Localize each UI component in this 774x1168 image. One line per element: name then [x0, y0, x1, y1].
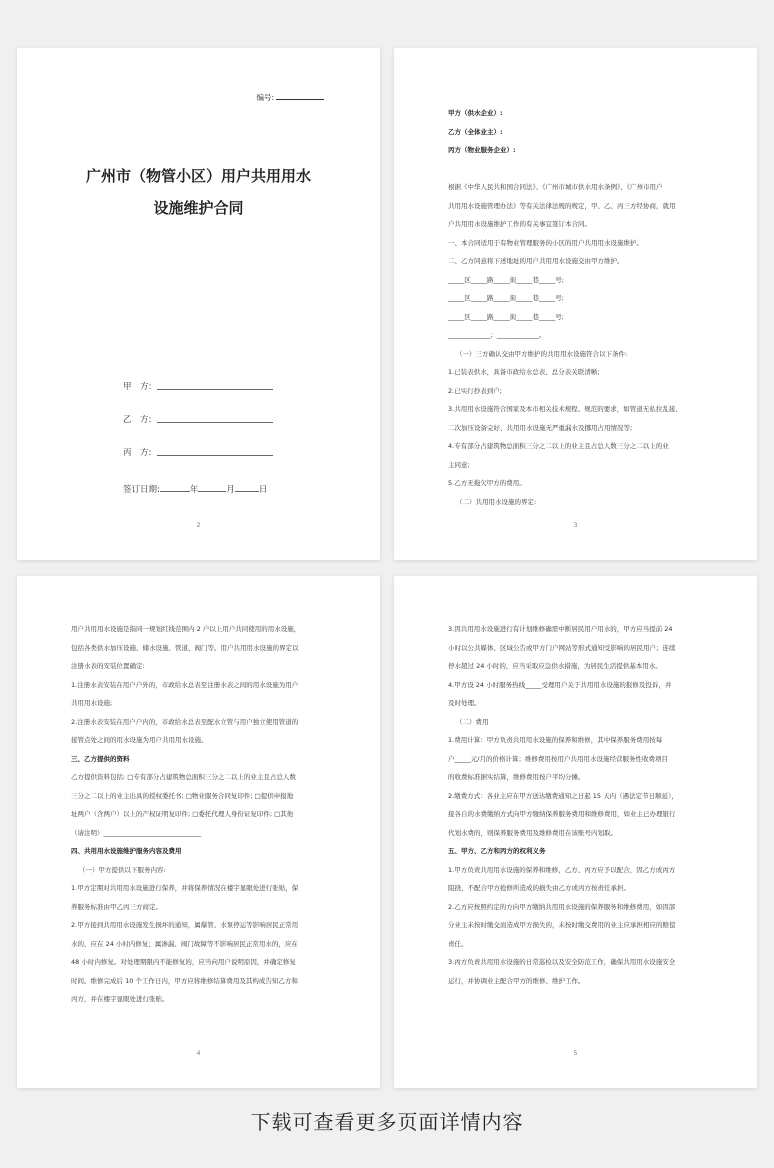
page-number: 3	[573, 522, 578, 529]
page-number: 5	[573, 1050, 578, 1057]
title-line-1: 广州市（物管小区）用户共用用水	[85, 167, 311, 185]
text-line: 2.注册水表安装在用户户内的，市政给水总表至配水立管与用户独立使用管道的	[71, 717, 299, 726]
section-heading: 四、共用用水设施维护服务内容及费用	[71, 847, 182, 855]
text-line: 2.缴费方式：各业主应在甲方送达缴费通知之日起 15 天内（遇法定节日顺延），	[448, 791, 678, 800]
text-line: 一、本合同适用于有物业管理服务的小区的用户共用用水设施维护。	[448, 238, 643, 247]
text-line: 接管点处之间的用水设施为用户共用用水设施。	[71, 736, 208, 744]
document-title	[17, 160, 380, 224]
page-body	[448, 104, 706, 511]
text-line: 用户共用用水设施是指同一规划红线范围内 2 户以上用户共同使用的用水设施，	[71, 625, 301, 633]
text-line: （二）共用用水设施的界定:	[456, 497, 537, 506]
text-line: 注册水表的安装位置确定:	[71, 662, 145, 670]
text-line: 时间。维修完成后 10 个工作日内，甲方应将维修结算费用及其构成告知乙方和	[71, 976, 298, 985]
text-line: 4.专有部分占建筑物总面积三分之二以上的业主且占总人数三分之二以上的业	[448, 442, 669, 450]
section-heading: 丙方（物业服务企业）:	[448, 146, 516, 154]
text-line: 的收费标准据实结算，维修费用按户平均分摊。	[448, 773, 585, 781]
page-number: 4	[196, 1050, 201, 1057]
contract-number-line	[276, 93, 324, 100]
section-heading: 三、乙方提供的资料	[71, 754, 130, 763]
document-page-2	[394, 48, 757, 560]
text-line: 丙方，并在楼宇显眼处进行张贴。	[71, 995, 169, 1003]
section-heading: 乙方（全体业主）:	[448, 127, 503, 136]
party-c-field: 丙 方:	[123, 446, 273, 479]
text-line: 2.甲方接到共用用水设施发生损坏的通知，属爆管、水泵停运等影响居民正常用	[71, 921, 299, 929]
page-body	[448, 620, 706, 990]
text-line: 1.注册水表安装在用户户外的，市政给水总表至注册水表之间的用水设施为用户	[71, 680, 299, 689]
contract-number-label: 编号:	[256, 93, 274, 102]
text-line: 2.已实行抄表到户;	[448, 386, 502, 395]
text-line: （二）费用	[456, 717, 489, 726]
text-line: 水的，应在 24 小时内修复；属渗漏、阀门故障等不影响居民正常用水的，应在	[71, 939, 298, 948]
text-line: 小时以公共媒体、区域公告或甲方门户网站等形式通知受影响的居民用户；连续	[448, 643, 676, 652]
text-line: 二次加压设备完好、共用用水设施无严重漏水及挪用占用情况等;	[448, 423, 633, 432]
text-line: （一）三方确认交由甲方维护的共用用水设施符合以下条件:	[456, 349, 628, 358]
text-line: 5.乙方无拖欠甲方的费用。	[448, 479, 526, 487]
text-line: （请注明）______________________________	[71, 828, 201, 837]
section-heading: 甲方（供水企业）:	[448, 109, 503, 117]
text-line: _____区_____路_____街_____巷_____号;	[448, 294, 564, 302]
text-line: 接各自的水费缴纳方式向甲方缴纳保养服务费用和维修费用，如业主已办理银行	[448, 810, 676, 818]
text-line: 二、乙方同意将下述地址的用户共用用水设施交由甲方维护。	[448, 257, 624, 265]
text-line: 停水超过 24 小时的，应当采取应急供水措施，为居民生活提供基本用水。	[448, 662, 662, 670]
text-line: 2.乙方应按照约定的方向甲方缴纳共用用水设施的保养服务和维修费用，如因部	[448, 902, 676, 911]
text-line: 户共用用水设施维护工作的有关事宜签订本合同。	[448, 220, 591, 228]
document-page-4	[394, 576, 757, 1088]
text-line: 阻挠、不配合甲方抢修所造成的损失由乙方或丙方按责任承担。	[448, 884, 630, 892]
text-line: 乙方提供资料包括: □专有部分占建筑物总面积三分之二以上的业主且占总人数	[71, 773, 296, 781]
text-line: 共用用水设施;	[71, 699, 113, 707]
text-line: （一）甲方提供以下服务内容:	[79, 865, 166, 874]
section-heading: 五、甲方、乙方和丙方的权利义务	[448, 847, 546, 855]
text-line: 三分之二以上的业主出具的授权委托书; □物业服务合同复印件; □提供申报地	[71, 791, 294, 800]
text-line: _____区_____路_____街_____巷_____号;	[448, 312, 564, 321]
sign-date: 签订日期: 年 月 日	[123, 482, 267, 495]
text-line: 共用用水设施管理办法》等有关法律法规的规定，甲、乙、丙三方经协商，就用	[448, 201, 676, 210]
text-line: 3.因共用用水设施进行有计划维修确需中断居民用户用水的，甲方应当提前 24	[448, 625, 673, 633]
party-fields	[123, 380, 273, 479]
sign-date-label: 签订日期:	[123, 485, 160, 495]
text-line: 3.丙方负责共用用水设施的日常巡检以及安全防范工作，确保共用用水设施安全	[448, 958, 676, 966]
text-line: 4.甲方设 24 小时服务热线_____受理用户关于共用用水设施的报修及投诉，并	[448, 680, 672, 689]
party-b-field: 乙 方:	[123, 413, 273, 446]
text-line: 址两户（含两户）以上的产权证明复印件; □委托代理人身份证复印件; □其他	[71, 810, 294, 818]
text-line: 1.费用计算：甲方负责共用用水设施的保养和维修，其中保养服务费用按每	[448, 736, 663, 744]
page-number: 2	[196, 522, 201, 529]
text-line: 包括各类供水加压设施、储水设施、管道、阀门等。用户共用用水设施的界定以	[71, 643, 299, 652]
party-a-field: 甲 方:	[123, 380, 273, 413]
text-line: 根据《中华人民共和国合同法》、《广州市城市供水用水条例》、《广州市用户	[448, 183, 663, 191]
text-line: 运行，并协调业主配合甲方的维修、维护工作。	[448, 976, 585, 985]
text-line: 主同意;	[448, 460, 470, 469]
text-line: 48 小时内修复。对处理期限内不能修复的，应当向用户说明原因，并确定修复	[71, 958, 296, 966]
text-line	[448, 160, 706, 179]
contract-number	[256, 92, 324, 103]
text-line: 及时处理。	[448, 699, 481, 707]
download-more-caption: 下载可查看更多页面详情内容	[250, 1110, 524, 1134]
text-line: _____区_____路_____街_____巷_____号;	[448, 275, 564, 284]
title-line-2: 设施维护合同	[153, 199, 244, 217]
text-line: 责任。	[448, 939, 468, 948]
text-line: 1.已装表供水，具备市政给水总表、总分表关联清晰;	[448, 368, 600, 376]
text-line: _____________；_____________。	[448, 331, 546, 339]
text-line: 户_____元/月的价格计算；维修费用按用户共用用水设施经营服务性收费项目	[448, 754, 668, 763]
text-line: 代划水费的，则保养服务费用及维修费用在该账号内划取。	[448, 828, 617, 837]
document-page-cover	[17, 48, 380, 560]
text-line: 分业主未按时缴交而造成甲方损失的，未按时缴交费用的业主应承担相应的赔偿	[448, 921, 676, 929]
text-line: 1.甲方负责共用用水设施的保养和维修，乙方、丙方应予以配合，因乙方或丙方	[448, 865, 676, 874]
page-body	[71, 620, 329, 1009]
text-line: 养服务标准由甲乙丙三方商定。	[71, 902, 162, 911]
text-line: 1.甲方定期对共用用水设施进行保养，并将保养情况在楼宇显眼处进行张贴，保	[71, 884, 299, 892]
text-line: 3.共用用水设施符合国家及本市相关技术规程、规范的要求，如管道无私拉乱接、	[448, 405, 682, 413]
document-page-3	[17, 576, 380, 1088]
